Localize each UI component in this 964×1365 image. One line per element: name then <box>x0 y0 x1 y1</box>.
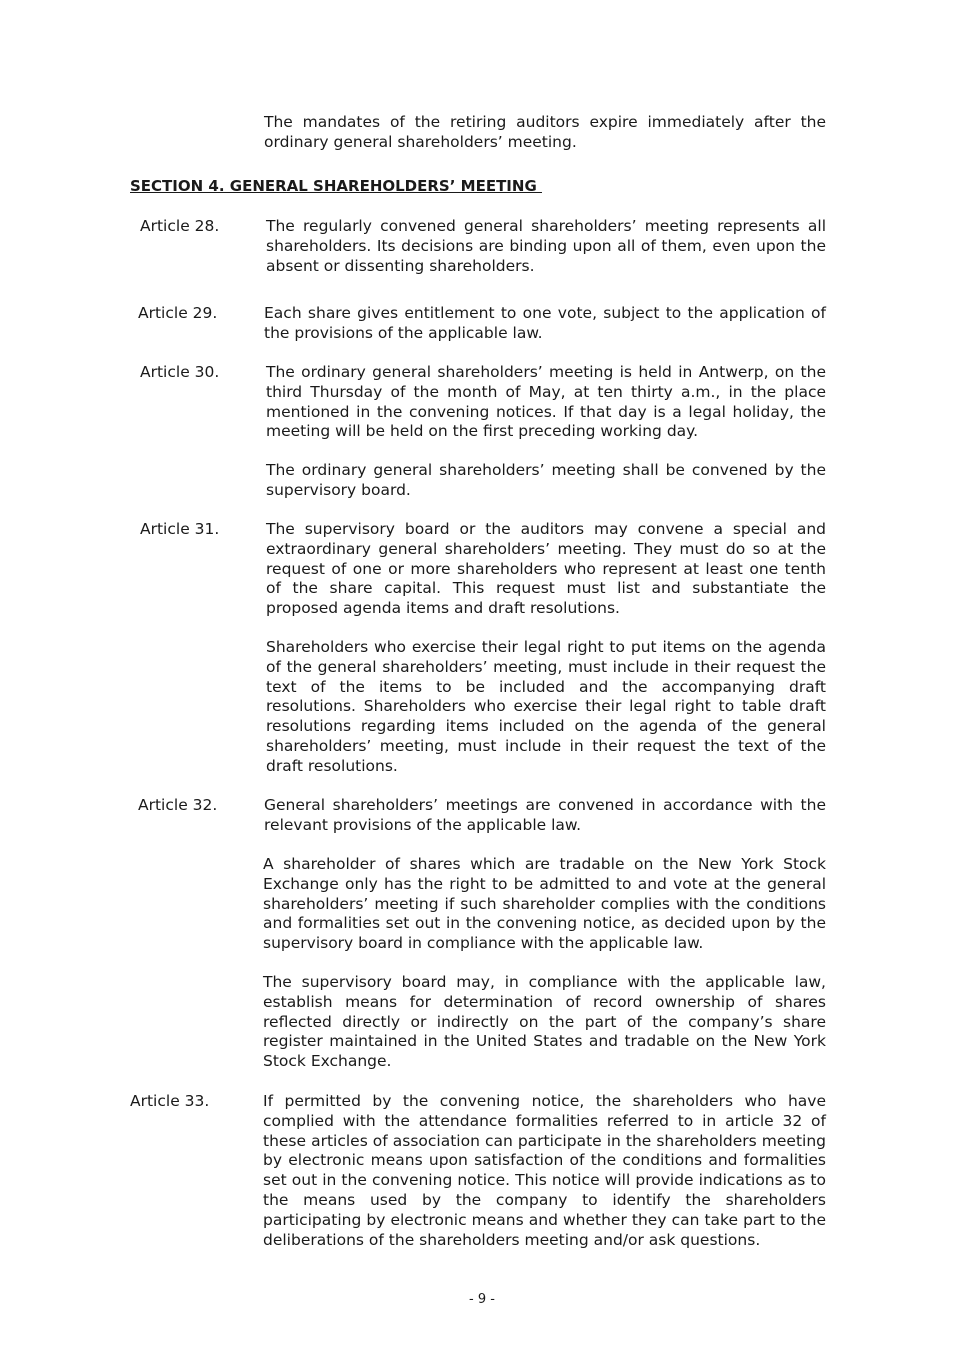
article-32-paragraph-2: A shareholder of shares which are tradable on the New York Stock Exchange only has the right to be admitted to and vote at the general shareholders’ meeting if such shareholder complies with the conditions and formalities set out in the convening notice, as decided upon by the supervisory board in compliance with the applicable law. <box>263 855 826 953</box>
article-30-paragraph-2: The ordinary general shareholders’ meeting shall be convened by the supervisory board. <box>266 461 826 499</box>
article-29-label: Article 29. <box>138 304 218 322</box>
page-number: - 9 - <box>469 1292 495 1307</box>
article-31-paragraph-1: The supervisory board or the auditors may convene a special and extraordinary general shareholders’ meeting. They must do so at the request of one or more shareholders who represent at least one tenth of the share capital. This request must list and substantiate the proposed agenda items and draft resolutions. <box>266 520 826 618</box>
article-32-paragraph-3: The supervisory board may, in compliance with the applicable law, establish means for determination of record ownership of shares reflected directly or indirectly on the part of the company’s share register maintained in the United States and tradable on the New York Stock Exchange. <box>263 973 826 1071</box>
article-30-label: Article 30. <box>140 363 220 381</box>
article-29-paragraph-1: Each share gives entitlement to one vote, subject to the application of the provisions of the applicable law. <box>264 304 826 342</box>
article-32-paragraph-1: General shareholders’ meetings are convened in accordance with the relevant provisions of the applicable law. <box>264 796 826 834</box>
article-32-label: Article 32. <box>138 796 218 814</box>
article-30-paragraph-1: The ordinary general shareholders’ meeting is held in Antwerp, on the third Thursday of the month of May, at ten thirty a.m., in the place mentioned in the convening notices. If that day is a legal holiday, the meeting will be held on the first preceding working day. <box>266 363 826 441</box>
article-28-label: Article 28. <box>140 217 220 235</box>
article-31-paragraph-2: Shareholders who exercise their legal right to put items on the agenda of the general shareholders’ meeting, must include in their request the text of the items to be included and the accompanying draft resolutions. Shareholders who exercise their legal right to table draft resolutions regarding items included on the agenda of the general shareholders’ meeting, must include in their request the text of the draft resolutions. <box>266 638 826 775</box>
article-31-label: Article 31. <box>140 520 220 538</box>
section-heading: SECTION 4. GENERAL SHAREHOLDERS’ MEETING <box>130 177 542 195</box>
article-33-paragraph-1: If permitted by the convening notice, the shareholders who have complied with the attendance formalities referred to in article 32 of these articles of association can participate in the shareholders meeting by electronic means upon satisfaction of the conditions and formalities set out in the convening notice. This notice will provide indications as to the means used by the company to identify the shareholders participating by electronic means and whether they can take part to the deliberations of the shareholders meeting and/or ask questions. <box>263 1092 826 1249</box>
article-33-label: Article 33. <box>130 1092 210 1110</box>
article-28-paragraph-1: The regularly convened general shareholders’ meeting represents all shareholders. Its decisions are binding upon all of them, even upon the absent or dissenting shareholders. <box>266 217 826 275</box>
intro-paragraph: The mandates of the retiring auditors expire immediately after the ordinary general shareholders’ meeting. <box>264 113 826 151</box>
